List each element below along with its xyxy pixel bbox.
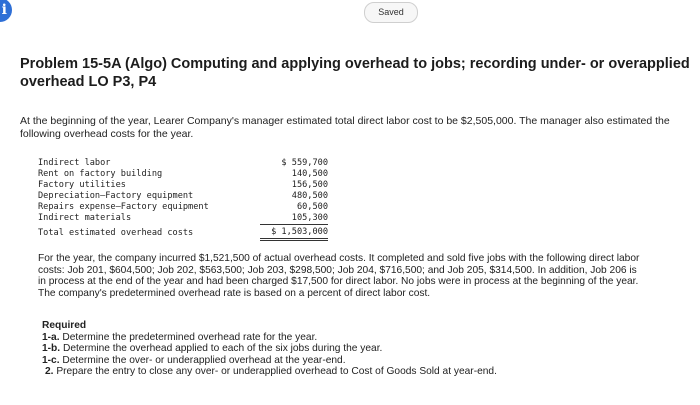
problem-intro: At the beginning of the year, Learer Company's manager estimated total direct labor cost to be $2,505,000. The manager also estimated the following overhead costs for the year. <box>20 115 670 140</box>
total-row <box>38 225 328 240</box>
required-section <box>42 320 682 378</box>
cost-amount: 60,500 <box>296 202 328 212</box>
table-row <box>38 213 328 225</box>
table-row <box>38 169 328 180</box>
table-row <box>38 158 328 169</box>
required-item <box>42 355 682 367</box>
required-item <box>42 332 682 344</box>
required-item-text: Determine the overhead applied to each of the six jobs during the year. <box>60 343 383 355</box>
cost-label: Indirect labor <box>38 158 111 168</box>
paragraph-line: in process at the end of the year and had been charged $17,500 for direct labor. No jobs were in process at the beginning of the year. <box>38 276 639 287</box>
cost-label: Rent on factory building <box>38 169 163 179</box>
info-icon[interactable]: i <box>0 0 12 22</box>
cost-amount: $ 559,700 <box>281 158 328 168</box>
paragraph-line: The company's predetermined overhead rate is based on a percent of direct labor cost. <box>38 287 431 299</box>
required-item-number: 1-a. <box>42 331 60 343</box>
cost-label: Indirect materials <box>38 213 132 224</box>
required-item-text: Determine the over- or underapplied overhead at the year-end. <box>59 354 346 366</box>
cost-amount: 480,500 <box>291 191 328 201</box>
required-item-text: Determine the predetermined overhead rate for the year. <box>59 331 318 343</box>
cost-label: Factory utilities <box>38 180 126 190</box>
cost-amount: 156,500 <box>291 180 328 190</box>
required-item <box>42 366 682 378</box>
paragraph-line: costs: Job 201, $604,500; Job 202, $563,500; Job 203, $298,500; Job 204, $716,500; and Job 205, $314,500. In addition, Job 206 is <box>38 264 637 276</box>
required-heading: Required <box>42 320 87 331</box>
problem-title: Problem 15-5A (Algo) Computing and applying overhead to jobs; recording under- or overapplied overhead LO P3, P4 <box>20 56 690 90</box>
table-row <box>38 180 328 191</box>
required-item <box>42 343 682 355</box>
required-item-number: 1-c. <box>42 354 60 366</box>
overhead-cost-table <box>38 158 328 241</box>
required-item-text: Prepare the entry to close any over- or underapplied overhead to Cost of Goods Sold at year-end. <box>53 366 497 378</box>
cost-amount: 105,300 <box>260 213 328 225</box>
required-item-number: 1-b. <box>42 343 61 355</box>
cost-label: Repairs expense—Factory equipment <box>38 202 209 212</box>
paragraph-line: For the year, the company incurred $1,521,500 of actual overhead costs. It completed and sold five jobs with the following direct labor <box>38 253 640 264</box>
table-row <box>38 191 328 202</box>
cost-label: Depreciation—Factory equipment <box>38 191 194 201</box>
table-row <box>38 202 328 213</box>
total-label: Total estimated overhead costs <box>38 227 194 238</box>
cost-amount: 140,500 <box>291 169 328 179</box>
total-amount: $ 1,503,000 <box>260 225 328 240</box>
required-item-number: 2. <box>45 366 54 378</box>
saved-status-badge: Saved <box>364 2 418 23</box>
job-costs-paragraph <box>38 253 700 299</box>
